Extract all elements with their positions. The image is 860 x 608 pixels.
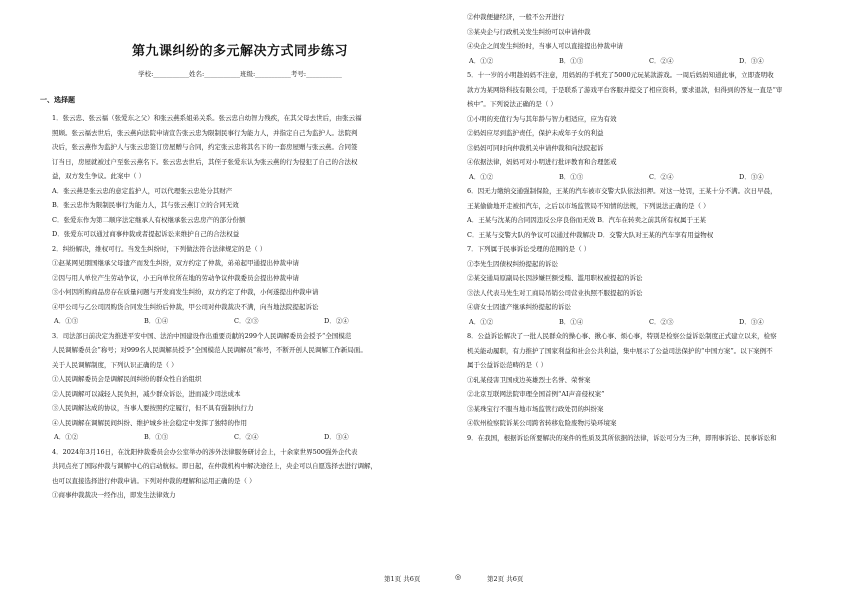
answer-choices xyxy=(455,54,855,69)
statement-item: ④甲公司与乙公司因购货合同发生纠纷后仲裁，甲公司对仲裁裁决不满，向当地法院提起诉讼 xyxy=(52,302,319,311)
choice-b: B．①③ xyxy=(559,56,584,65)
statement-item: ③人民调解达成的协议，当事人要按照约定履行，但不具有强制执行力 xyxy=(52,404,254,412)
statement-item: ③小何因所购商品房存在质量问题与开发商发生纠纷，双方约定了仲裁，小何遂提出仲裁申请 xyxy=(52,288,319,296)
statement-item: ①商事仲裁裁决一经作出，即发生法律效力 xyxy=(52,491,176,499)
statement-item: ①人民调解委员会是调解民间纠纷的群众性自治组织 xyxy=(52,375,202,383)
statement-item: ②北京互联网法院审理全国首例“AI声音侵权案” xyxy=(467,390,605,398)
binding-mark: ◎ xyxy=(455,573,462,581)
question-text: 共同点亮了国际仲裁与调解中心的启动航标。即日起，在仲裁机构中解决途径上，央企可以自愿选择去进行调解， xyxy=(52,462,377,470)
question-4-continued xyxy=(455,10,855,68)
answer-option: C．王某与交警大队的争议可以通过仲裁解决 D．交警大队对王某的汽车享有用益物权 xyxy=(467,230,714,239)
choice-b: B．①③ xyxy=(559,172,584,181)
question-6 xyxy=(455,184,855,242)
question-2 xyxy=(40,242,440,329)
section-heading: 一、选择题 xyxy=(40,96,75,104)
choice-d: D．③④ xyxy=(739,172,764,181)
question-text: 核中”。下列说法正确的是（ ） xyxy=(467,100,557,108)
statement-item: ①小明的充值行为与其年龄与智力相适应，应为有效 xyxy=(467,114,617,123)
question-3 xyxy=(40,329,440,445)
question-text: 7．下列属于民事诉讼受理的范围的是（ ） xyxy=(467,245,591,253)
statement-item: ③法人代表马先生对工商局吊销公司营业执照不服提起的诉讼 xyxy=(467,288,643,297)
statement-item: ②因与用人单位产生劳动争议，小王向单位所在地的劳动争议仲裁委员会提出仲裁申请 xyxy=(52,273,299,282)
question-text: 订当日，房屋就被过户至张云燕名下。张云忠去世后，其侄子张爱东认为张云燕的行为侵犯了自己的合法权 xyxy=(52,157,358,166)
question-text: 1．张云忠、张云福（张爱东之父）和张云燕系姐弟关系。张云忠自幼智力残疾，在其父母去世后，由张云福 xyxy=(52,114,362,122)
question-9 xyxy=(455,431,855,446)
answer-choices xyxy=(455,170,855,185)
choice-d: D．③④ xyxy=(324,433,349,441)
answer-option: B．张云忠作为限制民事行为能力人，其与张云燕订立的合同无效 xyxy=(52,201,239,209)
student-info-line: 学校:___________姓名:___________班级:___________考号:___________ xyxy=(138,70,342,78)
question-text: 也可以直接选择进行仲裁申请。下列对仲裁的理解和运用正确的是（ ） xyxy=(52,476,256,485)
page-title: 第九课纠纷的多元解决方式同步练习 xyxy=(131,44,348,59)
statement-item: ③妈妈可同时向仲裁机关申请仲裁和向法院起诉 xyxy=(467,143,604,152)
right-column xyxy=(455,10,855,445)
choice-c: C．②④ xyxy=(649,56,674,65)
question-text: 6．因无力缴纳交通强制保险，王某的汽车被市交警大队依法扣押。对这一处罚，王某十分不满。次日早晨， xyxy=(467,187,777,195)
answer-choices xyxy=(40,314,440,329)
question-text: 决后，张云燕作为监护人与张云忠签订房屋赠与合同，约定张云忠将其名下的一套房屋赠与张云燕。合同签 xyxy=(52,143,358,151)
choice-d: D．③④ xyxy=(739,317,764,326)
statement-item: ④人民调解在调解民间纠纷、维护城乡社会稳定中发挥了独特的作用 xyxy=(52,418,247,427)
question-4 xyxy=(40,445,440,503)
question-text: 关于人民调解制度，下列认识正确的是（ ） xyxy=(52,360,178,369)
choice-c: C．②④ xyxy=(234,433,259,441)
question-text: 属于公益诉讼范畴的是（ ） xyxy=(467,361,548,369)
choice-c: C．②④ xyxy=(649,172,674,181)
statement-item: ④央企之间发生纠纷时，当事人可以直接提出仲裁申请 xyxy=(467,42,623,50)
choice-b: B．①④ xyxy=(144,317,169,325)
statement-item: ④唐女士因遗产继承纠纷提起的诉讼 xyxy=(467,303,571,311)
question-1 xyxy=(40,111,440,242)
question-text: 5．十一岁的小明趁妈妈不注意，用妈妈的手机充了5000元玩某款游戏。一周后妈妈知道此事，立即查明收 xyxy=(467,71,774,79)
question-text: 款方为某网络科技有限公司，于是联系了游戏平台客服并提交了相应资料，要求退款，但得到的答复一直是“审 xyxy=(467,85,783,94)
choice-a: A．①② xyxy=(469,172,494,181)
choice-a: A．①② xyxy=(469,317,494,326)
left-column xyxy=(40,0,440,503)
choice-b: B．①③ xyxy=(144,433,169,441)
statement-item: ②妈妈应尽到监护责任，保护未成年子女的利益 xyxy=(467,129,604,137)
answer-option: A．张云燕是张云忠的意定监护人，可以代理张云忠处分其财产 xyxy=(52,186,233,195)
statement-item: ③某珠宝行不服当地市场监管行政处罚的纠纷案 xyxy=(467,404,604,413)
choice-c: C．②③ xyxy=(234,317,259,325)
choice-d: D．③④ xyxy=(739,56,764,65)
statement-item: ①李先生因债权纠纷提起的诉讼 xyxy=(467,259,558,268)
question-text: 王某偷偷地开走被扣汽车，之后以市场监管局不知情的法规，下列说法正确的是（ ） xyxy=(467,201,710,210)
question-7 xyxy=(455,242,855,329)
question-8 xyxy=(455,329,855,431)
question-text: 人民调解委员会”称号；对999名人民调解员授予“全国模范人民调解员”称号，不断开创人民调解工作新局面。 xyxy=(52,346,367,354)
question-text: 9．在我国，根据诉讼所要解决的案件的性质及其所依据的法律，诉讼可分为三种，即刑事诉讼、民事诉讼和 xyxy=(467,433,777,442)
choice-a: A．①③ xyxy=(54,317,79,325)
choice-a: A．①② xyxy=(469,56,494,65)
answer-option: A．王某与沈某的合同因违反公序良俗而无效 B．汽车在转卖之前其所有权属于王某 xyxy=(467,216,707,224)
choice-d: D．②④ xyxy=(324,317,349,325)
statement-item: ②某交通局原副局长因涉嫌巨额受贿、滥用职权被提起的诉讼 xyxy=(467,274,643,282)
page-number-right: 第2页 共6页 xyxy=(487,575,524,583)
choice-a: A．①② xyxy=(54,433,79,441)
answer-choices xyxy=(40,430,440,445)
question-text: 照顾。张云福去世后，张云燕向法院申请宣告张云忠为限制民事行为能力人，并指定自己为监护人。法院判 xyxy=(52,128,358,137)
answer-option: D．张爱东可以通过商事仲裁或者提起诉讼来维护自己的合法权益 xyxy=(52,230,240,238)
statement-item: ④依据法律，妈妈可对小明进行批评教育和合理惩戒 xyxy=(467,158,617,166)
choice-c: C．②③ xyxy=(649,317,674,326)
statement-item: ②仲裁便捷经济，一般不公开进行 xyxy=(467,13,565,21)
statement-item: ①轧某侵害卫国戍边英雄烈士名誉、荣誉案 xyxy=(467,375,591,384)
answer-option: C．张爱东作为第二顺序法定继承人有权继承张云忠房产的部分份额 xyxy=(52,215,246,224)
question-text: 2．纠纷解决，维权可行。当发生纠纷时，下列做法符合法律规定的是（ ） xyxy=(52,244,267,253)
question-5 xyxy=(455,68,855,184)
question-text: 益，双方发生争议。此案中（ ） xyxy=(52,172,146,180)
choice-b: B．①④ xyxy=(559,317,584,326)
question-text: 机关能动履职，有力推护了国家利益和社会公共利益，集中展示了公益司法保护的“中国方案”。以下案例不 xyxy=(467,346,773,355)
statement-item: ④钦州检察院诉某公司跨省转移危险废物污染环境案 xyxy=(467,419,617,427)
question-text: 4．2024年3月16日，在沈阳仲裁委员会办公室举办的涉外法律服务研讨会上，十余家世界500强外企代表 xyxy=(52,447,358,456)
question-text: 3．司法部日前决定为推进平安中国、法治中国建设作出重要贡献的299个人民调解委员会授予“全国模范 xyxy=(52,331,352,340)
statement-item: ①赵某网见朋国继承父母遗产而发生纠纷，双方约定了仲裁，弟弟起甲通提出仲裁申请 xyxy=(52,259,299,267)
statement-item: ②人民调解可以减轻人民负担，减少群众诉讼，进而减少司法成本 xyxy=(52,389,241,398)
statement-item: ③某央企与行政机关发生纠纷可以申请仲裁 xyxy=(467,27,591,36)
answer-choices xyxy=(455,315,855,330)
page-number-left: 第1页 共6页 xyxy=(384,575,421,583)
question-text: 8．公益诉讼解决了一批人民群众的操心事、揪心事、烦心事，特别是检察公益诉讼制度正式建立以来，检察 xyxy=(467,332,777,340)
